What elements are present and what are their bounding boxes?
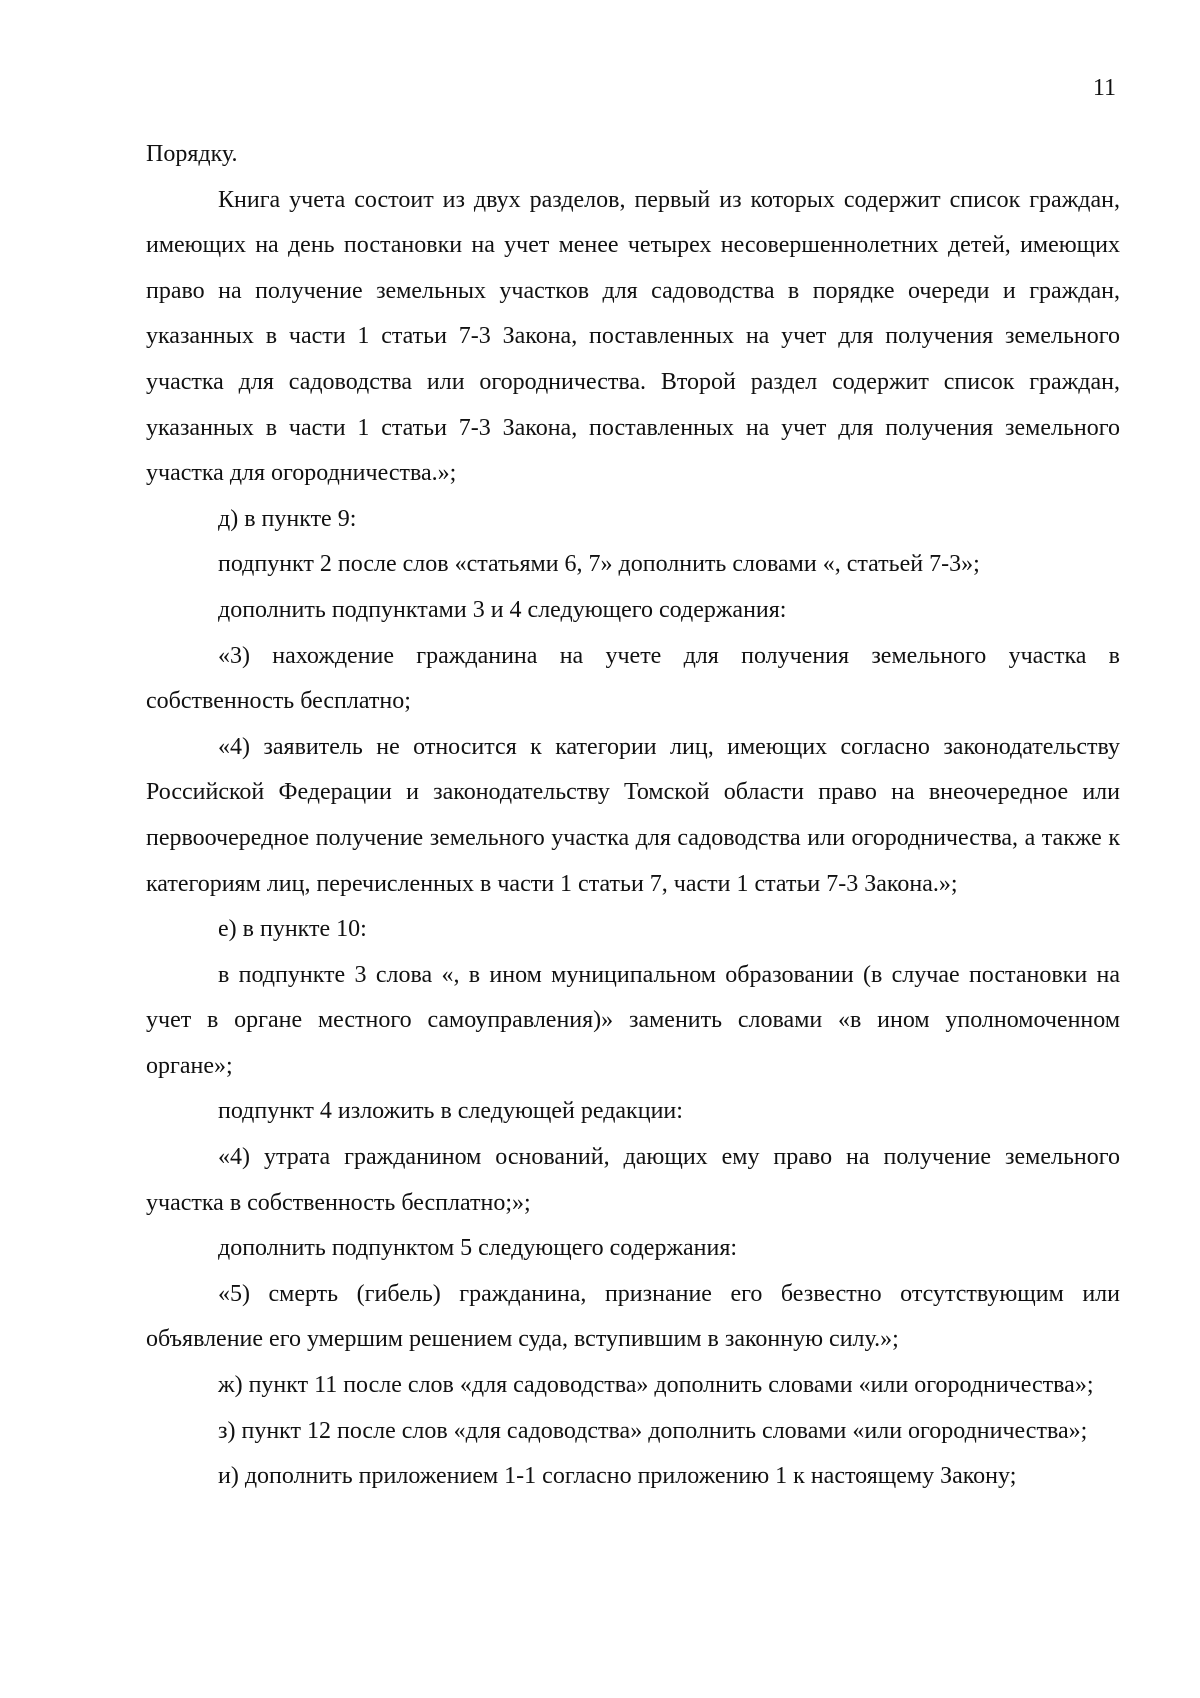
paragraph-book-sections: Книга учета состоит из двух разделов, первый из которых содержит список граждан, имеющих на день постановки на учет менее четырех несовершеннолетних детей, имеющих право на получение земельных участков для садоводства в порядке очереди и граждан, указанных в части 1 статьи 7-3 Закона, поставленных на учет для получения земельного участка для садоводства или огородничества. Второй раздел содержит список граждан, указанных в части 1 статьи 7-3 Закона, поставленных на учет для получения земельного участка для огородничества.»; bbox=[146, 186, 1120, 487]
paragraph-item-e: е) в пункте 10: bbox=[218, 916, 367, 943]
paragraph-add-subitem-5: дополнить подпунктом 5 следующего содержания: bbox=[218, 1235, 738, 1262]
paragraph-item-z: з) пункт 12 после слов «для садоводства» дополнить словами «или огородничества»; bbox=[218, 1417, 1088, 1444]
paragraph-subitem-4-loss-grounds: «4) утрата гражданином оснований, дающих ему право на получение земельного участка в собственность бесплатно;»; bbox=[146, 1144, 1120, 1216]
document-body bbox=[146, 132, 1120, 1500]
paragraph-subitem-5-text: «5) смерть (гибель) гражданина, признание его безвестно отсутствующим или объявление его умершим решением суда, вступившим в законную силу.»; bbox=[146, 1280, 1120, 1353]
paragraph-continuation: Порядку. bbox=[146, 141, 238, 167]
paragraph-item-zh: ж) пункт 11 после слов «для садоводства» дополнить словами «или огородничества»; bbox=[218, 1372, 1094, 1399]
paragraph-item-i: и) дополнить приложением 1-1 согласно приложению 1 к настоящему Закону; bbox=[218, 1463, 1017, 1490]
paragraph-subitem-3-text: «3) нахождение гражданина на учете для получения земельного участка в собственность бесплатно; bbox=[146, 642, 1120, 715]
paragraph-subitem-2: подпункт 2 после слов «статьями 6, 7» дополнить словами «, статьей 7-3»; bbox=[218, 551, 980, 578]
paragraph-add-subitems-3-4: дополнить подпунктами 3 и 4 следующего содержания: bbox=[218, 596, 787, 623]
paragraph-subitem-3-replace: в подпункте 3 слова «, в ином муниципальном образовании (в случае постановки на учет в органе местного самоуправления)» заменить словами «в ином уполномоченном органе»; bbox=[146, 961, 1120, 1079]
paragraph-subitem-4-new-edition: подпункт 4 изложить в следующей редакции: bbox=[218, 1098, 683, 1125]
paragraph-subitem-4-text: «4) заявитель не относится к категории лиц, имеющих согласно законодательству Российской Федерации и законодательству Томской области право на внеочередное или первоочередное получение земельного участка для садоводства или огородничества, а также к категориям лиц, перечисленных в части 1 статьи 7, части 1 статьи 7-3 Закона.»; bbox=[146, 733, 1120, 897]
page-number: 11 bbox=[1092, 75, 1116, 101]
paragraph-item-d: д) в пункте 9: bbox=[218, 505, 357, 532]
